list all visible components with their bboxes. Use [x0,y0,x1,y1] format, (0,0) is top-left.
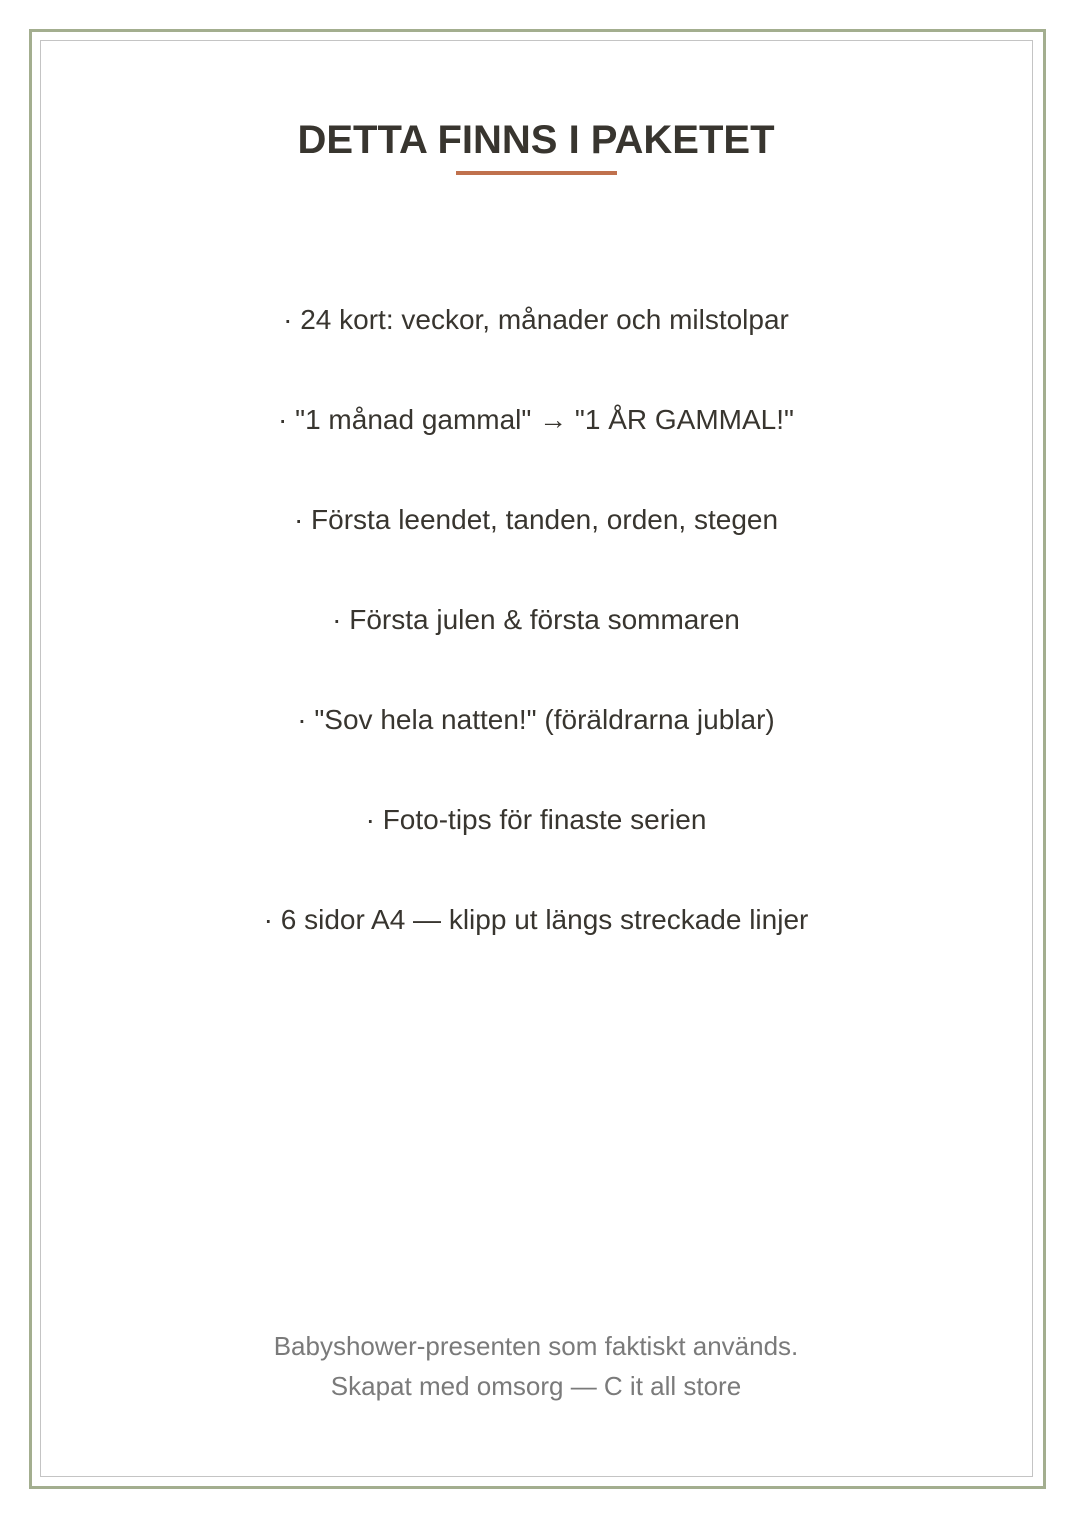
list-item: · Första julen & första sommaren [332,604,740,635]
list-item: · 24 kort: veckor, månader och milstolpar [283,304,789,335]
contents-list [0,296,1072,996]
page-title: DETTA FINNS I PAKETET [297,118,775,162]
footer [0,1326,1072,1406]
title-underline [456,171,617,175]
list-item: · Första leendet, tanden, orden, stegen [293,504,779,535]
list-item: · "Sov hela natten!" (föräldrarna jublar) [297,704,775,735]
list-item: · 6 sidor A4 — klipp ut längs streckade linjer [263,904,809,935]
list-item: · Foto-tips för finaste serien [365,804,707,835]
list-item: · "1 månad gammal" → "1 ÅR GAMMAL!" [278,404,794,435]
footer-credit: Skapat med omsorg — C it all store [330,1371,742,1401]
footer-tagline: Babyshower-presenten som faktiskt används. [273,1331,799,1361]
